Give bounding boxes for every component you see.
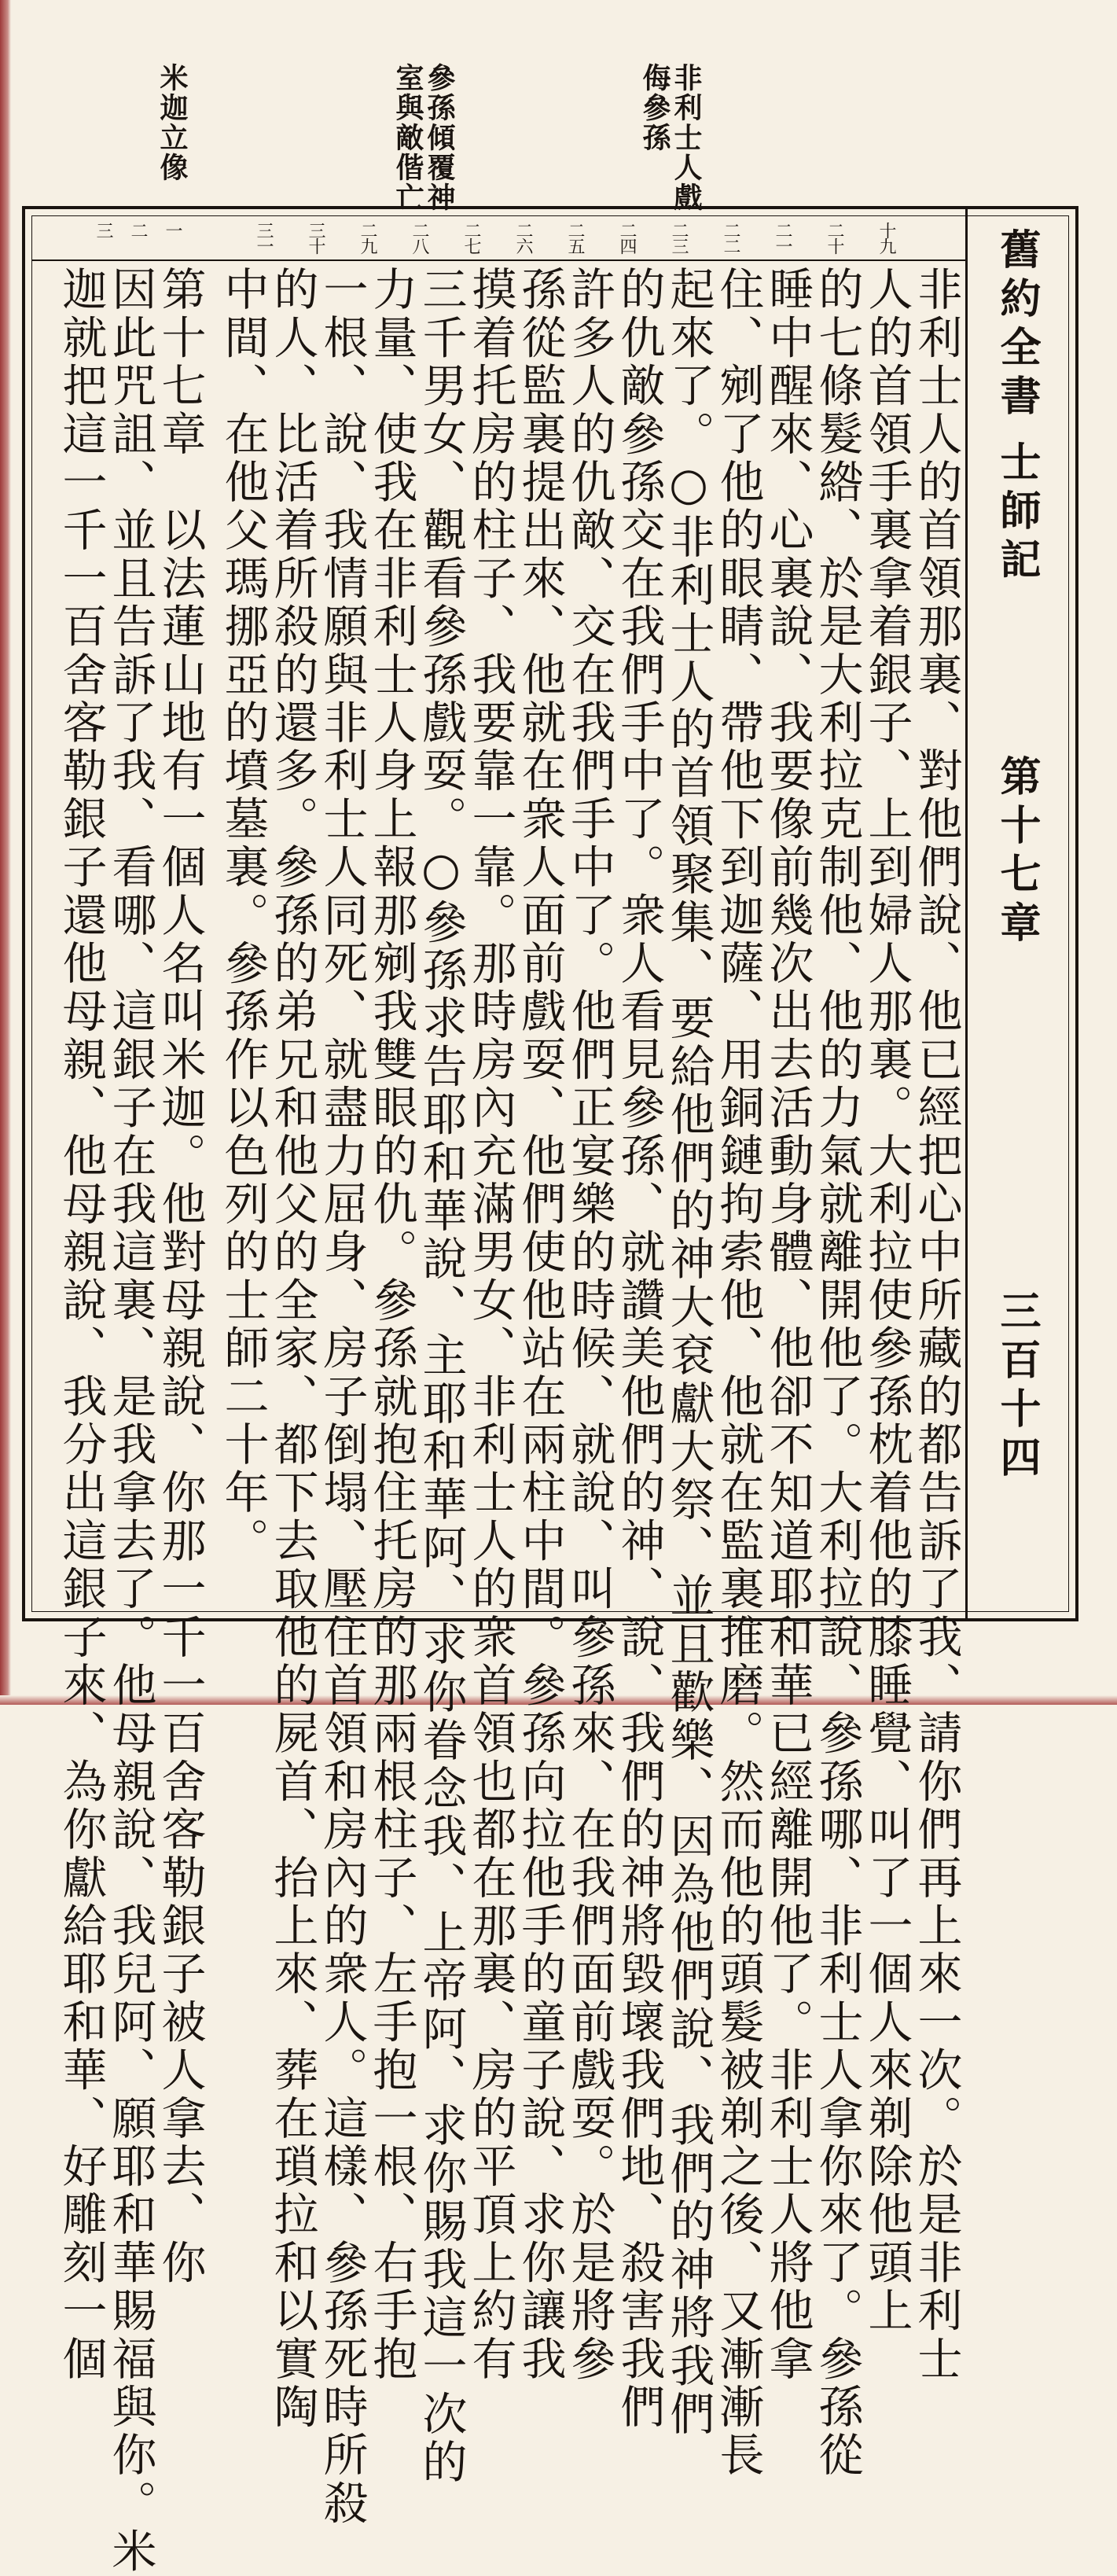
- verse-number: 三: [94, 222, 113, 237]
- verse-number: 二六: [513, 222, 533, 253]
- text-column-10: 摸着托房的柱子、我要靠一靠。那時房內充滿男女、非利士人的衆首領也都在那裏、房的平頂上約有: [465, 266, 516, 2383]
- verse-number: 二五: [565, 222, 585, 253]
- text-column-17: 因此咒詛、並且告訴了我、看哪、這銀子在我這裏、是我拿去了。他母親說、我兒阿、願耶和華賜福與你。米: [105, 266, 156, 2576]
- text-column-14: 的人、比活着所殺的還多。參孫的弟兄和他父的全家、都下去取他的屍首、抬上來、葬在瑣拉和以實陶: [266, 266, 318, 2431]
- text-column-6: 起來了。○非利士人的首領聚集、要給他們的神大袞獻大祭、並且歡樂、因為他們說、我們的神將我們: [663, 266, 715, 2438]
- book-name: 士師記: [993, 440, 1041, 587]
- text-column-12: 力量、使我在非利士人身上報那剜我雙眼的仇。參孫就抱住托房的那兩根柱子、左手抱一根、右手抱: [366, 266, 417, 2383]
- page-edge: [0, 0, 11, 1705]
- verse-number: 二九: [358, 222, 377, 253]
- margin-note-2: 侮參孫: [638, 63, 671, 153]
- text-column-3: 的七條髮綹、於是大利拉克制他、他的力氣就離開他了。大利拉說、參孫哪、非利士人拿你來了。參孫從: [811, 266, 863, 2480]
- text-column-13: 一根、說、我情願與非利士人同死、就盡力屈身、房子倒塌、壓住首領和房內的衆人。這樣、參孫死時所殺: [316, 266, 368, 2528]
- text-column-2: 人的首領手裏拿着銀子、上到婦人那裏。大利拉使參孫枕着他的膝睡覺、叫了一個人來剃除他頭上: [861, 266, 913, 2335]
- verse-strip-line: [31, 259, 965, 261]
- verse-number: 三一: [254, 222, 274, 253]
- header-separator: [965, 206, 968, 1621]
- text-column-11: 三千男女、觀看參孫戲耍。○參孫求告耶和華說、主耶和華阿、求你眷念我、上帝阿、求你賜我這一次的: [415, 266, 467, 2487]
- margin-note-1: 非利士人戲: [670, 63, 703, 212]
- verse-number: 二八: [410, 222, 429, 253]
- margin-note-5: 米迦立像: [156, 63, 189, 182]
- text-column-16: 第十七章 以法蓮山地有一個人名叫米迦。他對母親說、你那一千一百舍客勒銀子被人拿去、你: [154, 266, 206, 2287]
- text-column-8: 許多人的仇敵、交在我們手中了。他們正宴樂的時候、就說、叫參孫來、在我們面前戲耍。於是將參: [564, 266, 615, 2383]
- verse-number: 二七: [461, 222, 481, 253]
- verse-number: 三十: [306, 222, 325, 253]
- verse-number: 二二: [721, 222, 740, 253]
- verse-number: 二十: [825, 222, 844, 253]
- verse-number: 二一: [773, 222, 792, 253]
- page-number: 三百十四: [993, 1290, 1041, 1485]
- text-column-7: 的仇敵參孫交在我們手中了。衆人看見參孫、就讚美他們的神、說、我們的神將毀壞我們地、殺害我們: [613, 266, 665, 2431]
- verse-number: 二三: [669, 222, 689, 253]
- verse-number: 一: [163, 222, 182, 237]
- text-column-5: 住、剜了他的眼睛、帶他下到迦薩、用銅鏈拘索他、他就在監裏推磨。然而他的頭髮被剃之後、又漸漸長: [712, 266, 764, 2480]
- book-title: 舊約全書: [993, 228, 1041, 423]
- text-column-15: 中間、在他父瑪挪亞的墳墓裏。參孫作以色列的士師二十年。: [217, 266, 269, 1566]
- verse-number: 二: [128, 222, 148, 237]
- margin-note-3: 參孫傾覆神: [423, 63, 456, 212]
- margin-note-4: 室與敵偕亡: [391, 63, 424, 212]
- text-column-1: 非利士人的首領那裏、對他們說、他已經把心中所藏的都告訴了我、請你們再上來一次。於是非利士: [910, 266, 962, 2383]
- text-column-18: 迦就把這一千一百舍客勒銀子還他母親、他母親說、我分出這銀子來、為你獻給耶和華、好雕刻一個: [55, 266, 107, 2383]
- chapter-label: 第十七章: [993, 755, 1041, 950]
- verse-number: 二四: [617, 222, 637, 253]
- text-column-9: 孫從監裏提出來、他就在衆人面前戲耍、他們使他站在兩柱中間。參孫向拉他手的童子說、求你讓我: [514, 266, 566, 2383]
- text-column-4: 睡中醒來、心裏說、我要像前幾次出去活動身體、他卻不知道耶和華已經離開他了。非利士人將他拿: [762, 266, 814, 2383]
- verse-number: 十九: [876, 222, 896, 253]
